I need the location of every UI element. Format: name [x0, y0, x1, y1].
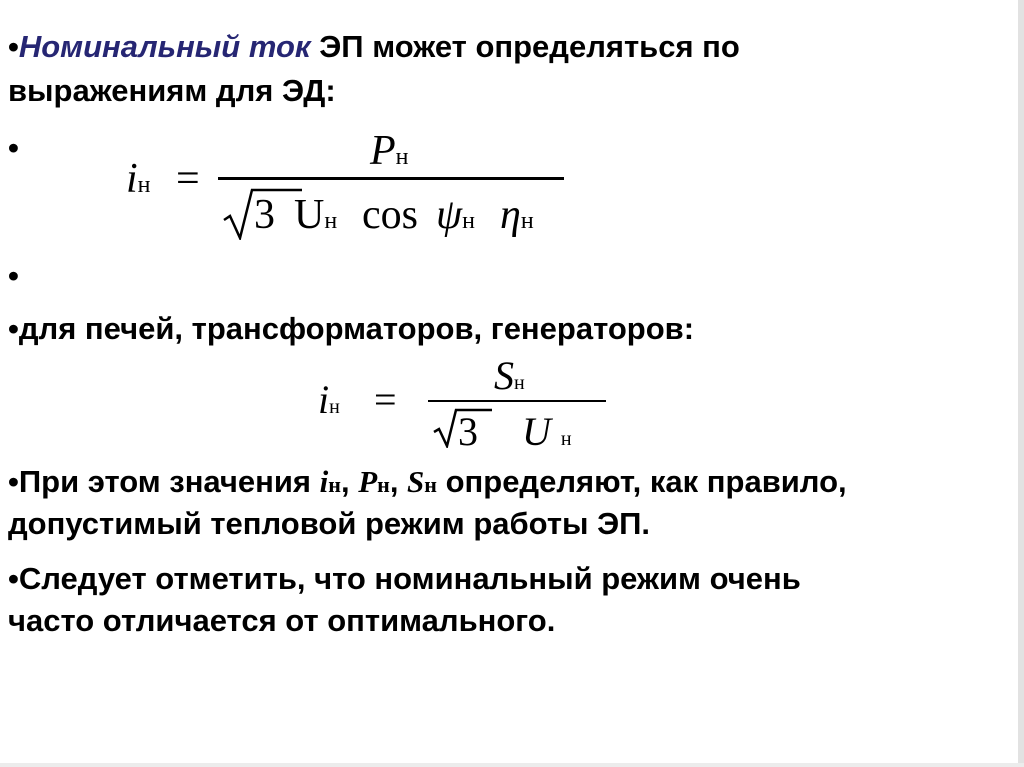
bullet: • — [8, 29, 19, 64]
para3-line2: допустимый тепловой режим работы ЭП. — [8, 506, 651, 541]
para4-line2: часто отличается от оптимального. — [8, 603, 556, 638]
f2-equals: = — [374, 377, 397, 422]
para2: •для печей, трансформаторов, генераторов: — [8, 311, 695, 346]
f1-eta: ηн — [500, 192, 534, 238]
bullet-empty-2: • — [8, 258, 19, 293]
f2-U: Uн — [522, 409, 572, 454]
para2-text: для печей, трансформаторов, генераторов: — [18, 311, 695, 346]
f1-psi: ψн — [436, 192, 475, 238]
f1-fraction-bar — [218, 177, 564, 180]
f2-numerator: Sн — [494, 353, 525, 398]
slide-right-edge — [1018, 0, 1024, 767]
slide-bottom-edge — [0, 763, 1024, 767]
para1-line1-rest: ЭП может определяться по — [310, 29, 740, 64]
term-rated-current: Номинальный ток — [18, 29, 311, 64]
f1-cos: cos — [362, 192, 418, 238]
f1-lhs: iн — [126, 156, 151, 202]
para4-line1: •Следует отметить, что номинальный режим очень — [8, 561, 801, 596]
f1-three: 3 — [254, 192, 275, 238]
bullet-empty-1: • — [8, 130, 19, 165]
para3-line1: •При этом значения iн, Pн, Sн определяют, как правило, — [8, 464, 847, 499]
f2-fraction-bar — [428, 400, 606, 402]
f1-U: Uн — [294, 192, 338, 238]
f1-equals: = — [176, 156, 200, 202]
f2-three: 3 — [458, 409, 478, 454]
para1-line1 — [8, 28, 740, 66]
f2-lhs: iн — [318, 377, 340, 422]
para1-line2: выражениям для ЭД: — [8, 73, 336, 108]
f1-numerator: Pн — [370, 128, 409, 174]
